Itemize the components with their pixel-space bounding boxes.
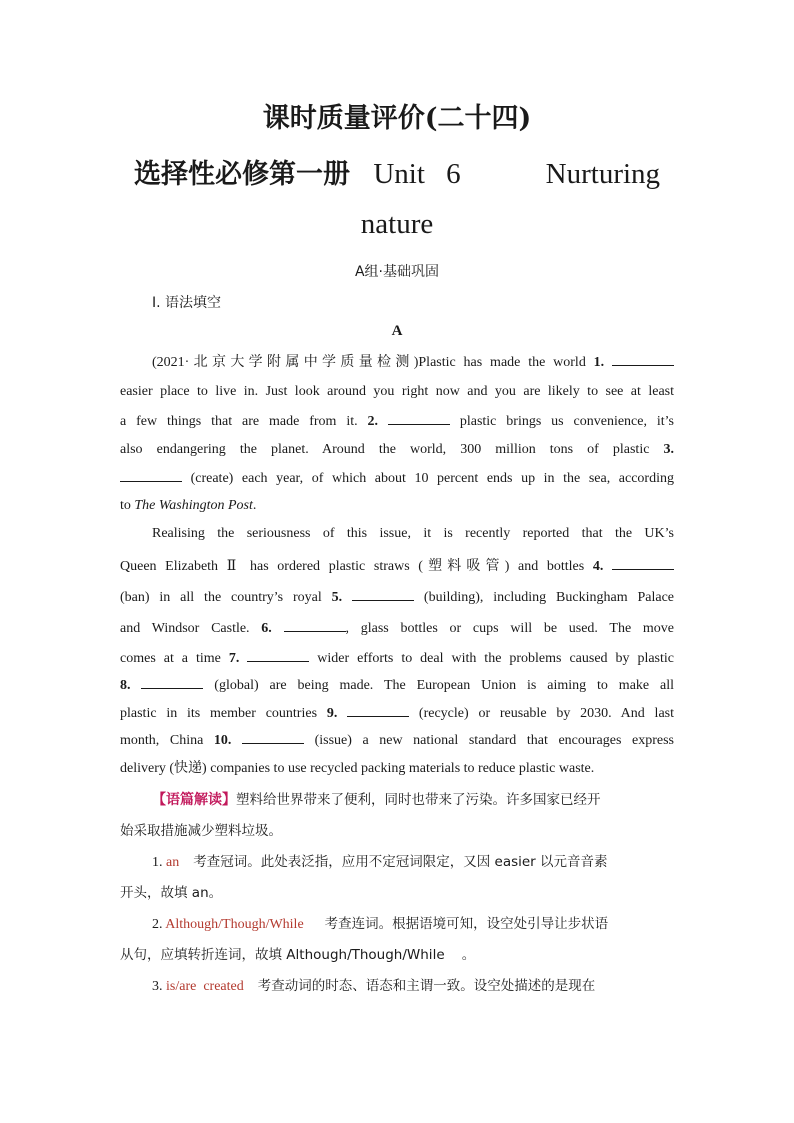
text-line: delivery (快递) companies to use recycled packing materials to reduce plastic waste. xyxy=(120,761,595,776)
text-line: a few things that are made from it. 2. plastic brings us convenience, it’s xyxy=(120,411,674,431)
answer-text: Although/Though/While xyxy=(165,917,304,932)
source-title: The Washington Post xyxy=(134,498,253,513)
group-label: A组·基础巩固 xyxy=(354,264,440,280)
text-line: Realising the seriousness of this issue, it is recently reported that the UK’s xyxy=(152,526,674,541)
text-line: (ban) in all the country’s royal 5. (building), including Buckingham Palace xyxy=(120,587,674,607)
passage-label: A xyxy=(391,323,403,339)
section-label: Ⅰ. 语法填空 xyxy=(152,295,222,311)
text-line: plastic in its member countries 9. (recycle) or reusable by 2030. And last xyxy=(120,703,674,723)
blank-8[interactable] xyxy=(141,675,203,689)
answer-number: 3. xyxy=(152,979,163,994)
answer-number: 1. xyxy=(152,855,163,870)
answer-explanation: 考查冠词。此处表泛指，应用不定冠词限定，又因 easier 以元音音素 xyxy=(193,854,608,870)
text-line: easier place to live in. Just look around you right now and you are likely to see at least xyxy=(120,384,674,399)
text-line: and Windsor Castle. 6. , glass bottles or cups will be used. The move xyxy=(120,618,674,638)
subtitle-continuation: nature xyxy=(360,208,434,240)
analysis-tag: 【语篇解读】 xyxy=(152,792,236,808)
blank-7[interactable] xyxy=(247,648,309,662)
text-line: also endangering the planet. Around the world, 300 million tons of plastic 3. xyxy=(120,442,674,457)
answer-text: is/are created xyxy=(166,979,244,994)
blank-10[interactable] xyxy=(242,730,304,744)
blank-4[interactable] xyxy=(612,556,674,570)
answer-explanation: 开头，故填 an。 xyxy=(120,885,223,901)
blank-9[interactable] xyxy=(347,703,409,717)
answer-text: an xyxy=(166,855,180,870)
answer-number: 2. xyxy=(152,917,163,932)
text-line: month, China 10. (issue) a new national standard that encourages express xyxy=(120,730,674,750)
blank-3[interactable] xyxy=(120,468,182,482)
blank-6[interactable] xyxy=(284,618,346,632)
subtitle-english: Unit 6 Nurturing xyxy=(373,158,661,190)
text-line: 8. (global) are being made. The European Union is aiming to make all xyxy=(120,675,674,695)
text-line: (create) each year, of which about 10 percent ends up in the sea, according xyxy=(120,468,674,488)
answer-explanation: 从句，应填转折连词，故填 Although/Though/While 。 xyxy=(120,947,476,963)
text-line: to The Washington Post. xyxy=(120,498,257,513)
blank-1[interactable] xyxy=(612,352,674,366)
text-line: (2021·北京大学附属中学质量检测)Plastic has made the world 1. xyxy=(152,352,674,372)
subtitle-chinese: 选择性必修第一册 xyxy=(133,159,350,190)
blank-2[interactable] xyxy=(388,411,450,425)
text-line: Queen Elizabeth Ⅱ has ordered plastic straws (塑料吸管) and bottles 4. xyxy=(120,556,674,576)
answer-explanation: 考查动词的时态、语态和主谓一致。设空处描述的是现在 xyxy=(257,978,596,994)
answer-explanation: 考查连词。根据语境可知，设空处引导让步状语 xyxy=(324,916,609,932)
blank-5[interactable] xyxy=(352,587,414,601)
analysis-line: 【语篇解读】塑料给世界带来了便利，同时也带来了污染。许多国家已经开 xyxy=(152,792,601,808)
analysis-line: 始采取措施减少塑料垃圾。 xyxy=(120,823,282,839)
page-title: 课时质量评价(二十四) xyxy=(262,103,532,134)
text-line: comes at a time 7. wider efforts to deal with the problems caused by plastic xyxy=(120,648,674,668)
page-subtitle xyxy=(0,152,794,191)
